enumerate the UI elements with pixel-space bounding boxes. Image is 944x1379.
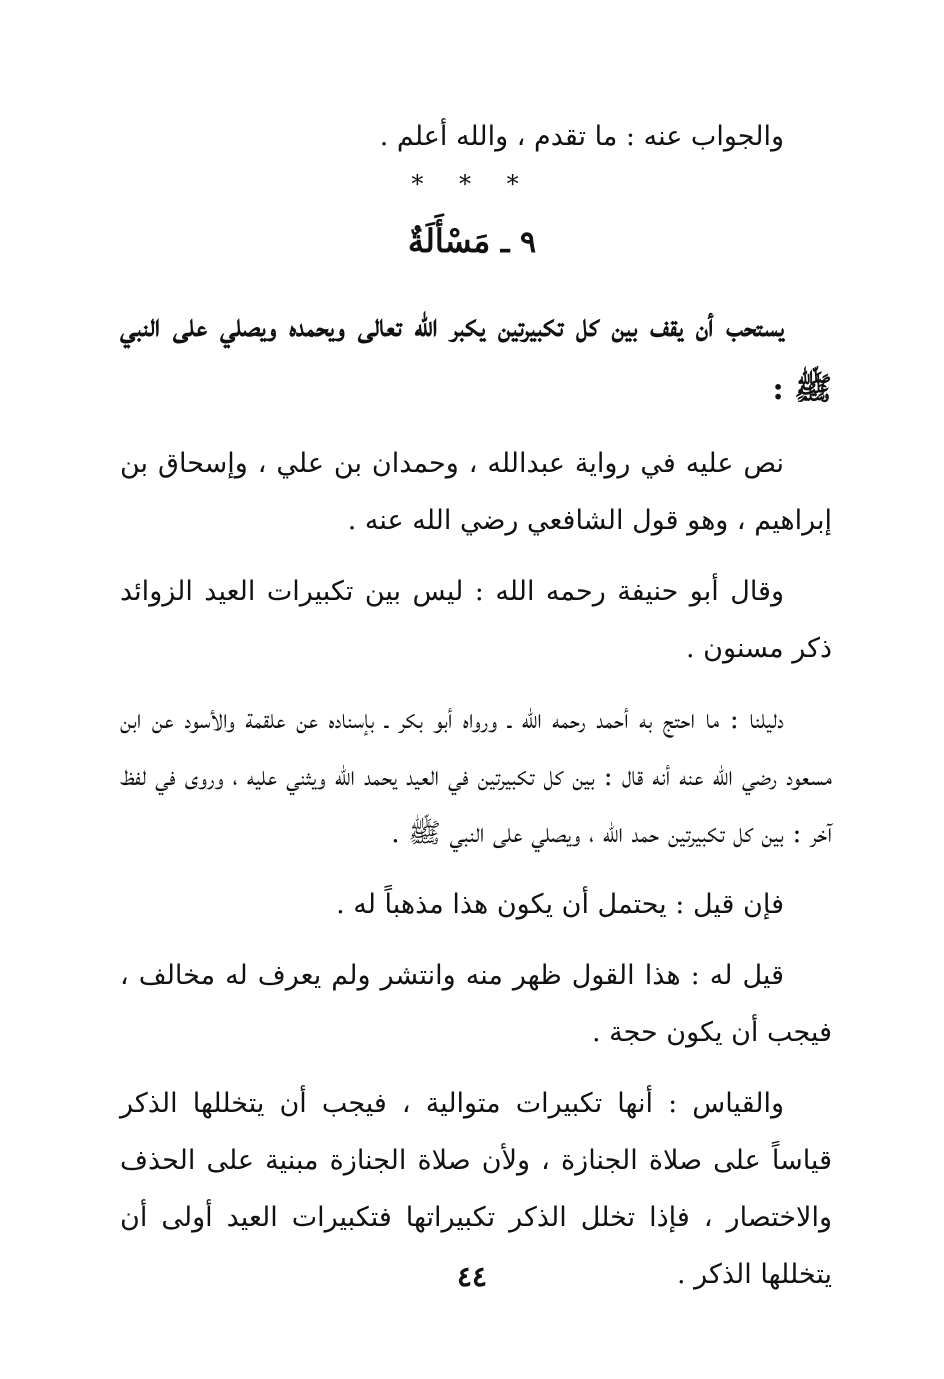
- paragraph-2: وقال أبو حنيفة رحمه الله : ليس بين تكبيرات العيد الزوائد ذكر مسنون .: [120, 576, 832, 664]
- paragraph-3: دليلنا : ما احتج به أحمد رحمه الله ـ ورواه أبو بكر ـ بإسناده عن علقمة والأسود عن ابن مسعود رضي الله عنه أنه قال : بين كل تكبيرتين في العيد يحمد الله ويثني عليه ، وروى في لفظ آخر : بين كل تكبيرتين حمد الله ، ويصلي على النبي ﷺ .: [120, 704, 832, 849]
- paragraph-1: نص عليه في رواية عبدالله ، وحمدان بن علي ، وإسحاق بن إبراهيم ، وهو قول الشافعي رضي الله عنه .: [120, 448, 832, 536]
- intro-block: [120, 108, 832, 165]
- section-separator: * * *: [411, 170, 533, 198]
- question-heading: يستحب أن يقف بين كل تكبيرتين يكبر الله تعالى ويحمده ويصلي على النبي ﷺ :: [120, 308, 832, 407]
- section-number: ٩: [519, 225, 537, 260]
- section-title: مَسْأَلَةٌ: [407, 222, 491, 260]
- paragraph-4: فإن قيل : يحتمل أن يكون هذا مذهباً له .: [336, 889, 784, 920]
- section-heading: [0, 222, 944, 260]
- intro-line: والجواب عنه : ما تقدم ، والله أعلم .: [379, 121, 784, 152]
- paragraph-5: قيل له : هذا القول ظهر منه وانتشر ولم يعرف له مخالف ، فيجب أن يكون حجة .: [120, 960, 832, 1048]
- paragraph-6: والقياس : أنها تكبيرات متوالية ، فيجب أن يتخللها الذكر قياساً على صلاة الجنازة ، ولأن صلاة الجنازة مبنية على الحذف والاختصار ، فإذا تخلل الذكر تكبيراتها فتكبيرات العيد أولى أن يتخللها الذكر .: [120, 1088, 832, 1290]
- section-dash: ـ: [500, 225, 510, 260]
- page-number: ٤٤: [456, 1260, 488, 1293]
- main-text: [120, 295, 832, 1303]
